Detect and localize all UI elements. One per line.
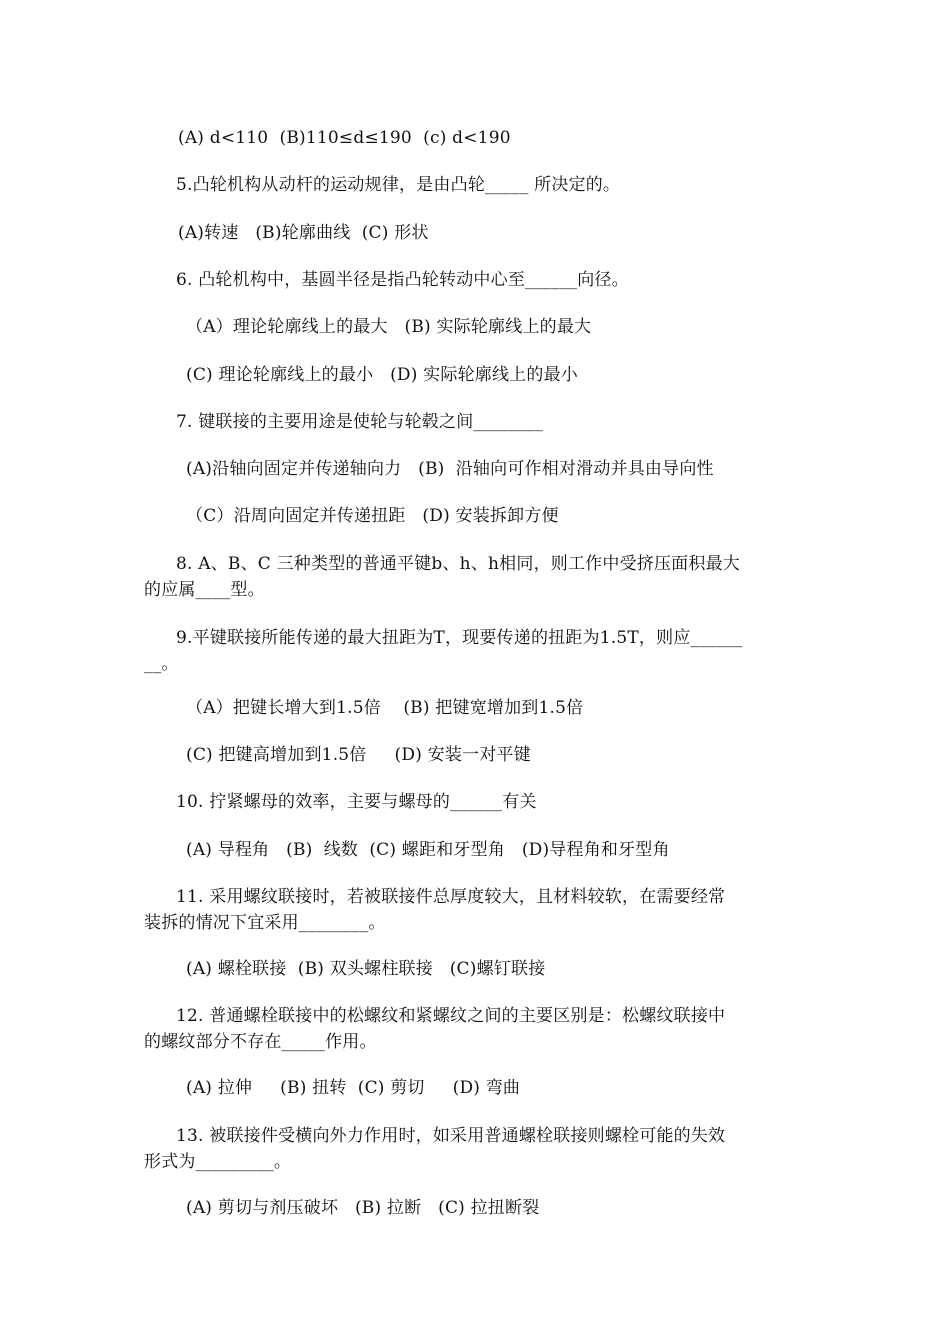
q5-question: 5.凸轮机构从动杆的运动规律，是由凸轮_____ 所决定的。 xyxy=(176,175,621,195)
q12-question: 12. 普通螺栓联接中的松螺纹和紧螺纹之间的主要区别是：松螺纹联接中 xyxy=(176,1006,726,1026)
q12-question-cont: 的螺纹部分不存在_____作用。 xyxy=(144,1032,377,1052)
q11-options: (A) 螺栓联接 (B) 双头螺柱联接 (C)螺钉联接 xyxy=(186,959,546,979)
q9-options-ab: （A）把键长增大到1.5倍 (B) 把键宽增加到1.5倍 xyxy=(186,698,584,718)
q7-question: 7. 键联接的主要用途是使轮与轮毂之间________ xyxy=(176,412,544,432)
q8-question: 8. A、B、C 三种类型的普通平键b、h、h相同，则工作中受挤压面积最大 xyxy=(176,554,740,574)
q5-options: (A)转速 (B)轮廓曲线 (C) 形状 xyxy=(178,223,429,243)
q13-question: 13. 被联接件受横向外力作用时，如采用普通螺栓联接则螺栓可能的失效 xyxy=(176,1126,726,1146)
q8-question-cont: 的应属____型。 xyxy=(144,580,265,600)
q9-options-cd: (C) 把键高增加到1.5倍 (D) 安装一对平键 xyxy=(186,745,531,765)
q13-options: (A) 剪切与剂压破坏 (B) 拉断 (C) 拉扭断裂 xyxy=(186,1198,540,1218)
q7-options-cd: （C）沿周向固定并传递扭距 (D) 安装拆卸方便 xyxy=(186,506,559,526)
q11-question: 11. 采用螺纹联接时，若被联接件总厚度较大，且材料较软，在需要经常 xyxy=(176,887,726,907)
q12-options: (A) 拉伸 (B) 扭转 (C) 剪切 (D) 弯曲 xyxy=(186,1078,521,1098)
q11-question-cont: 装拆的情况下宜采用________。 xyxy=(144,913,386,933)
q10-question: 10. 拧紧螺母的效率，主要与螺母的______有关 xyxy=(176,792,537,812)
q6-question: 6. 凸轮机构中，基圆半径是指凸轮转动中心至______向径。 xyxy=(176,270,629,290)
q13-question-cont: 形式为_________。 xyxy=(144,1152,292,1172)
q9-question-cont: __。 xyxy=(144,654,179,674)
q4-options: (A) d<110 (B)110≤d≤190 (c) d<190 xyxy=(178,128,511,148)
q6-options-ab: （A）理论轮廓线上的最大 (B) 实际轮廓线上的最大 xyxy=(186,317,592,337)
q7-options-ab: (A)沿轴向固定并传递轴向力 (B) 沿轴向可作相对滑动并具由导向性 xyxy=(186,459,714,479)
q6-options-cd: (C) 理论轮廓线上的最小 (D) 实际轮廓线上的最小 xyxy=(186,365,578,385)
q10-options: (A) 导程角 (B) 线数 (C) 螺距和牙型角 (D)导程角和牙型角 xyxy=(186,840,670,860)
q9-question: 9.平键联接所能传递的最大扭距为T，现要传递的扭距为1.5T，则应______ xyxy=(176,628,743,648)
